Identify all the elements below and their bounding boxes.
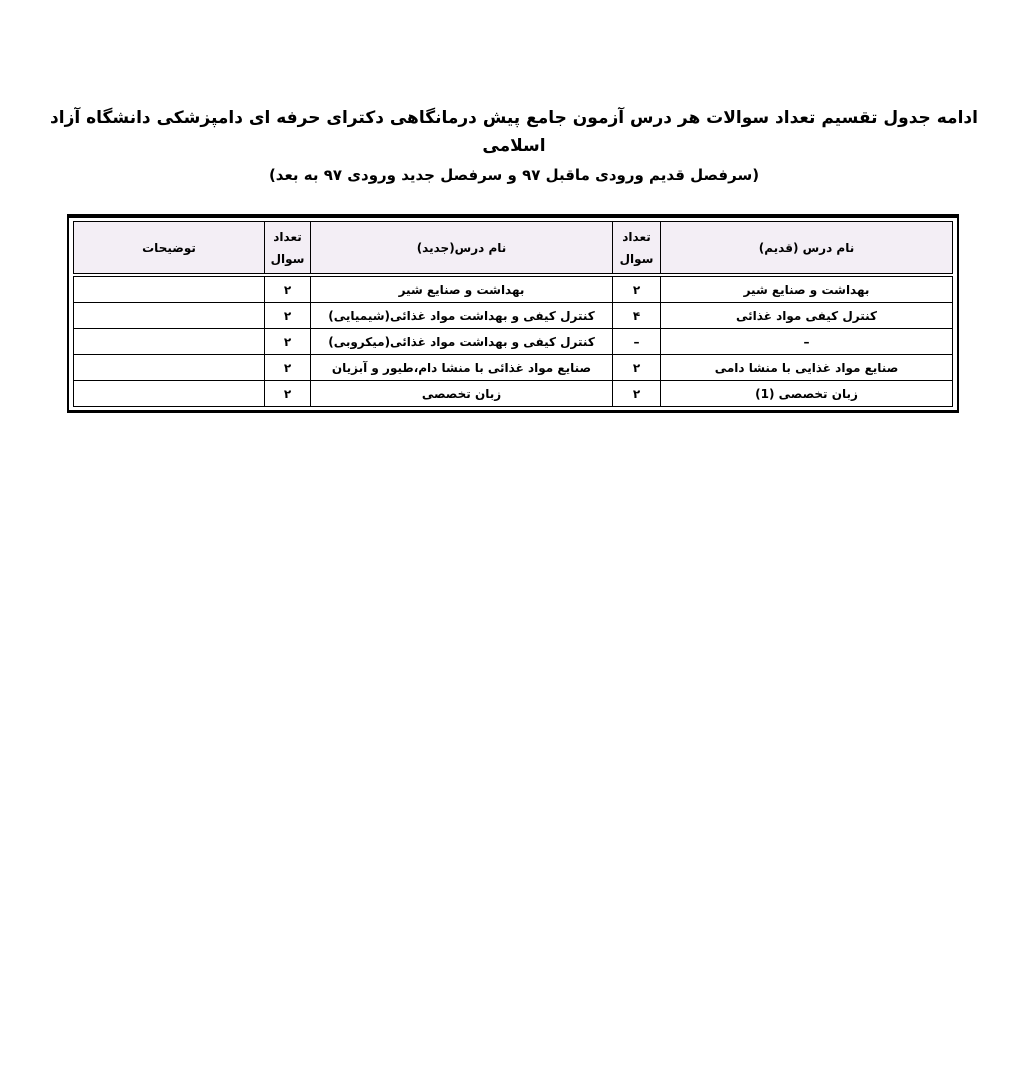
- header-old-count-line2: سوال: [619, 251, 654, 266]
- new-course-cell: صنایع مواد غذائی با منشا دام،طیور و آبزیان: [311, 355, 613, 381]
- new-course-cell: بهداشت و صنایع شیر: [311, 275, 613, 303]
- new-count-cell: ۲: [265, 381, 311, 407]
- notes-cell: [74, 275, 265, 303]
- table-row: [74, 381, 953, 407]
- new-course-cell: کنترل کیفی و بهداشت مواد غذائی(میکروبی): [311, 329, 613, 355]
- old-course-cell: بهداشت و صنایع شیر: [661, 275, 953, 303]
- notes-cell: [74, 329, 265, 355]
- table-header-row: [74, 222, 953, 276]
- old-count-cell: ۲: [613, 381, 661, 407]
- table-row: [74, 275, 953, 303]
- old-course-cell: زبان تخصصی (1): [661, 381, 953, 407]
- old-course-cell: –: [661, 329, 953, 355]
- page-subtitle: (سرفصل قدیم ورودی ماقبل ۹۷ و سرفصل جدید ورودی ۹۷ به بعد): [268, 166, 760, 184]
- old-count-cell: ۲: [613, 275, 661, 303]
- header-old-count: [613, 222, 661, 276]
- old-course-cell: کنترل کیفی مواد غذائی: [661, 303, 953, 329]
- header-new-count-line1: تعداد: [273, 229, 302, 244]
- table-row: [74, 329, 953, 355]
- notes-cell: [74, 381, 265, 407]
- new-count-cell: ۲: [265, 275, 311, 303]
- course-question-table: [73, 221, 953, 407]
- page-title: ادامه جدول تقسیم تعداد سوالات هر درس آزمون جامع پیش درمانگاهی دکترای حرفه ای دامپزشکی دانشگاه آزاد اسلامی: [50, 108, 978, 156]
- header-old-course: نام درس (قدیم): [661, 222, 953, 276]
- course-table-frame: [67, 214, 959, 413]
- old-count-cell: –: [613, 329, 661, 355]
- table-row: [74, 303, 953, 329]
- header-new-count: [265, 222, 311, 276]
- new-count-cell: ۲: [265, 329, 311, 355]
- new-course-cell: زبان تخصصی: [311, 381, 613, 407]
- old-course-cell: صنایع مواد غذایی با منشا دامی: [661, 355, 953, 381]
- header-new-count-line2: سوال: [270, 251, 305, 266]
- header-new-course: نام درس(جدید): [311, 222, 613, 276]
- header-notes: توضیحات: [74, 222, 265, 276]
- table-row: [74, 355, 953, 381]
- old-count-cell: ۲: [613, 355, 661, 381]
- notes-cell: [74, 355, 265, 381]
- notes-cell: [74, 303, 265, 329]
- new-count-cell: ۲: [265, 355, 311, 381]
- new-course-cell: کنترل کیفی و بهداشت مواد غذائی(شیمیایی): [311, 303, 613, 329]
- old-count-cell: ۴: [613, 303, 661, 329]
- new-count-cell: ۲: [265, 303, 311, 329]
- header-old-count-line1: تعداد: [622, 229, 651, 244]
